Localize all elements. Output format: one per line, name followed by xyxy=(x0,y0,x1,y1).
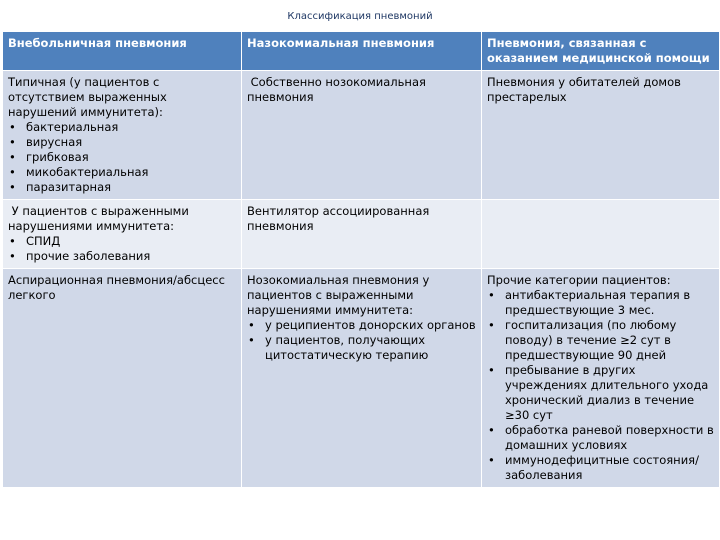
bullet-icon: • xyxy=(9,249,16,263)
table-row xyxy=(3,269,720,488)
bullet-icon: • xyxy=(9,135,16,149)
bullet-icon: • xyxy=(248,318,255,332)
list-item: • вирусная xyxy=(9,135,83,149)
table-cell xyxy=(242,71,482,200)
bullet-icon: • xyxy=(248,333,255,347)
header-community-acquired: Внебольничная пневмония xyxy=(3,32,242,71)
list-item: • иммунодефицитные состояния/заболевания xyxy=(488,453,699,482)
list-item: • паразитарная xyxy=(9,180,112,194)
list-item: • микобактериальная xyxy=(9,165,149,179)
table-cell xyxy=(242,269,482,488)
bullet-icon: • xyxy=(488,288,495,302)
bullet-icon: • xyxy=(488,363,495,377)
cell-text: У пациентов с выраженными нарушениями иммунитета: xyxy=(8,204,193,233)
header-healthcare-associated: Пневмония, связанная с оказанием медицинской помощи xyxy=(482,32,720,71)
list-item: • прочие заболевания xyxy=(9,249,151,263)
cell-text: Прочие категории пациентов: xyxy=(487,273,671,287)
bullet-icon: • xyxy=(9,165,16,179)
list-item: • у реципиентов донорских органов xyxy=(248,318,476,332)
table-row xyxy=(3,71,720,200)
list-item: • пребывание в других учреждениях длительного ухода хронический диализ в течение ≥30 сут xyxy=(488,363,709,422)
bullet-list xyxy=(487,288,714,483)
bullet-icon: • xyxy=(9,180,16,194)
table-cell xyxy=(482,200,720,269)
list-item: • обработка раневой поверхности в домашних условиях xyxy=(488,423,714,452)
cell-text: Пневмония у обитателей домов престарелых xyxy=(487,75,681,104)
header-nosocomial: Назокомиальная пневмония xyxy=(242,32,482,71)
pneumonia-classification-table xyxy=(2,31,720,488)
table-cell xyxy=(242,200,482,269)
bullet-list xyxy=(247,318,476,363)
cell-text: Вентилятор ассоциированная пневмония xyxy=(247,204,430,233)
bullet-icon: • xyxy=(488,453,495,467)
page-title: Классификация пневмоний xyxy=(287,11,433,22)
list-item: • госпитализация (по любому поводу) в течение ≥2 сут в предшествующие 90 дней xyxy=(488,318,677,362)
table-cell xyxy=(482,269,720,488)
cell-text: Собственно нозокомиальная пневмония xyxy=(247,75,430,104)
table-cell xyxy=(3,269,242,488)
list-item: • у пациентов, получающих цитостатическую терапию xyxy=(248,333,429,362)
bullet-icon: • xyxy=(488,318,495,332)
cell-text: Аспирационная пневмония/абсцесс легкого xyxy=(8,273,225,302)
list-item: • грибковая xyxy=(9,150,89,164)
bullet-list xyxy=(8,120,236,195)
bullet-list xyxy=(8,234,236,264)
bullet-icon: • xyxy=(9,150,16,164)
table-header-row xyxy=(3,32,720,71)
table-cell xyxy=(482,71,720,200)
bullet-icon: • xyxy=(9,234,16,248)
cell-text: Нозокомиальная пневмония у пациентов с выраженными нарушениями иммунитета: xyxy=(247,273,430,317)
table-cell xyxy=(3,71,242,200)
list-item: • СПИД xyxy=(9,234,61,248)
table-row xyxy=(3,200,720,269)
bullet-icon: • xyxy=(9,120,16,134)
list-item: • антибактериальная терапия в предшествующие 3 мес. xyxy=(488,288,691,317)
list-item: • бактериальная xyxy=(9,120,119,134)
cell-text: Типичная (у пациентов с отсутствием выраженных нарушений иммунитета): xyxy=(8,75,167,119)
table-cell xyxy=(3,200,242,269)
bullet-icon: • xyxy=(488,423,495,437)
